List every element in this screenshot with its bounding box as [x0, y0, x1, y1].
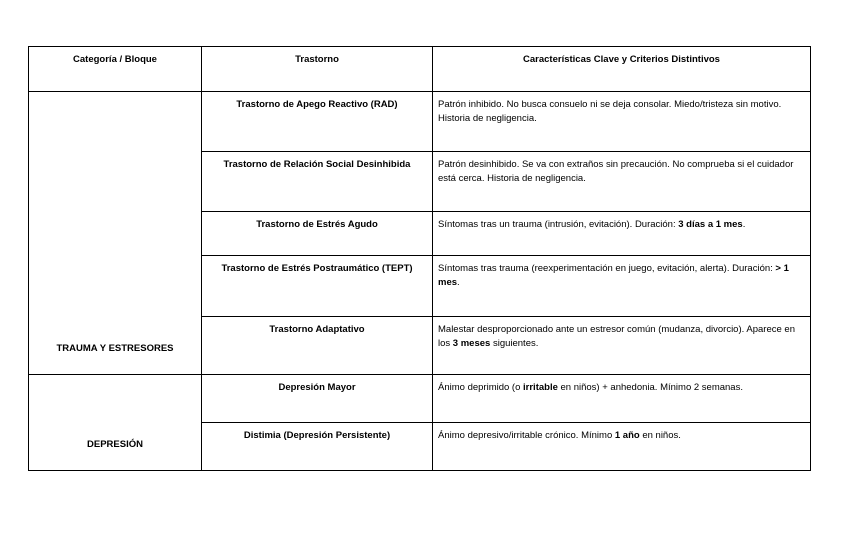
table-row: [29, 92, 811, 152]
disorder-description: [433, 152, 811, 212]
header-row: [29, 47, 811, 92]
emphasis-text: 3 meses: [452, 338, 491, 349]
disorder-name: Trastorno de Estrés Agudo: [202, 212, 433, 256]
disorder-name: Trastorno de Apego Reactivo (RAD): [202, 92, 433, 152]
disorder-name: Trastorno Adaptativo: [202, 317, 433, 375]
description-text: en niños) + anhedonia. Mínimo 2 semanas.: [557, 382, 743, 393]
disorder-name: Trastorno de Relación Social Desinhibida: [202, 152, 433, 212]
description-text: .: [742, 219, 746, 230]
disorder-name: Trastorno de Estrés Postraumático (TEPT): [202, 256, 433, 317]
description-text: en niños.: [639, 430, 681, 441]
disorder-description: [433, 375, 811, 423]
disorder-description: [433, 92, 811, 152]
disorder-name: Distimia (Depresión Persistente): [202, 423, 433, 471]
disorder-name: Depresión Mayor: [202, 375, 433, 423]
description-text: Patrón desinhibido. Se va con extraños sin precaución. No comprueba si el cuidador está cerca. Historia de negligencia.: [438, 159, 794, 184]
emphasis-text: irritable: [523, 382, 558, 393]
header-category: Categoría / Bloque: [29, 47, 202, 92]
emphasis-text: > 1 mes: [438, 263, 789, 288]
category-trauma: TRAUMA Y ESTRESORES: [29, 92, 202, 375]
header-disorder: Trastorno: [202, 47, 433, 92]
description-text: Ánimo depresivo/irritable crónico. Mínimo: [438, 430, 615, 441]
disorder-description: [433, 212, 811, 256]
emphasis-text: 3 días a 1 mes: [678, 219, 743, 230]
description-text: Malestar desproporcionado ante un estresor común (mudanza, divorcio). Aparece en los: [438, 324, 795, 349]
table-row: [29, 375, 811, 423]
description-text: Síntomas tras trauma (reexperimentación en juego, evitación, alerta). Duración:: [438, 263, 776, 274]
description-text: siguientes.: [490, 338, 539, 349]
description-text: Ánimo deprimido (o: [438, 382, 524, 393]
emphasis-text: 1 año: [614, 430, 640, 441]
disorder-description: [433, 317, 811, 375]
disorder-description: [433, 423, 811, 471]
disorders-table: [28, 46, 811, 471]
header-characteristics: Características Clave y Criterios Distintivos: [433, 47, 811, 92]
disorder-description: [433, 256, 811, 317]
description-text: Síntomas tras un trauma (intrusión, evitación). Duración:: [438, 219, 679, 230]
description-text: Patrón inhibido. No busca consuelo ni se deja consolar. Miedo/tristeza sin motivo. Historia de negligencia.: [438, 99, 782, 124]
description-text: .: [457, 277, 460, 288]
category-depression: DEPRESIÓN: [29, 375, 202, 471]
